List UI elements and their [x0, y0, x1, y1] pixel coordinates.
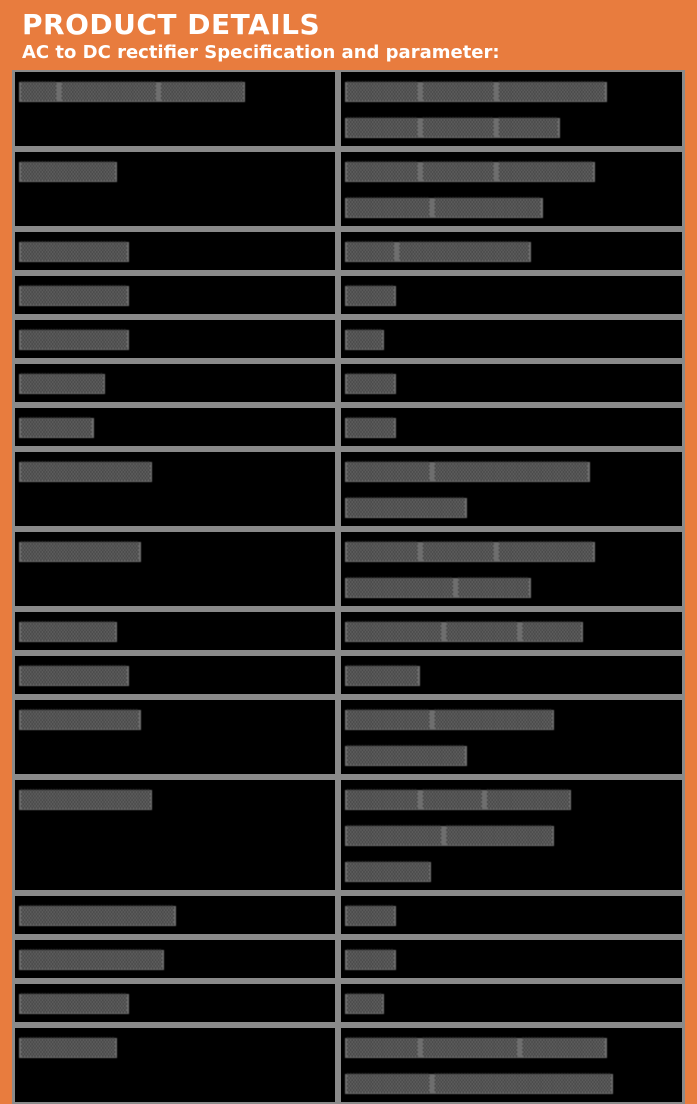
spec-value-cell	[341, 656, 682, 694]
table-row	[15, 408, 682, 446]
cell-text-line: ▒▒▒▒▒▒	[347, 666, 418, 686]
spec-label-cell	[15, 896, 335, 934]
cell-text-line: ▒▒▒▒▒▒ ▒▒▒▒▒▒ ▒▒▒▒▒▒▒▒	[347, 162, 593, 182]
cell-text-line: ▒▒▒▒▒▒▒▒▒	[21, 242, 127, 262]
table-row	[15, 780, 682, 890]
cell-text-line: ▒▒▒▒▒▒▒ ▒▒▒▒▒▒▒▒▒▒	[347, 710, 553, 730]
cell-text-line: ▒▒▒▒▒▒▒▒	[21, 162, 116, 182]
table-row	[15, 72, 682, 146]
page-header	[22, 8, 500, 64]
table-row	[15, 364, 682, 402]
cell-text-line: ▒▒▒▒	[347, 418, 395, 438]
spec-label-cell	[15, 232, 335, 270]
spec-label-cell	[15, 152, 335, 226]
table-row	[15, 656, 682, 694]
table-row	[15, 896, 682, 934]
cell-text-line: ▒▒▒▒▒▒▒▒▒▒	[21, 542, 139, 562]
spec-value-cell	[341, 780, 682, 890]
spec-value-cell	[341, 232, 682, 270]
spec-label-cell	[15, 320, 335, 358]
cell-text-line: ▒▒▒▒▒▒▒ ▒▒▒▒▒▒▒▒▒▒▒▒▒▒▒	[347, 1074, 612, 1094]
cell-text-line: ▒▒▒▒▒▒▒▒▒▒	[347, 498, 465, 518]
spec-label-cell	[15, 364, 335, 402]
spec-value-cell	[341, 408, 682, 446]
cell-text-line: ▒▒▒▒▒▒▒▒▒	[21, 330, 127, 350]
cell-text-line: ▒▒▒▒	[347, 286, 395, 306]
table-row	[15, 276, 682, 314]
cell-text-line: ▒▒▒▒▒▒▒▒▒▒	[21, 710, 139, 730]
spec-label-cell	[15, 532, 335, 606]
cell-text-line: ▒▒▒▒▒▒▒	[347, 862, 430, 882]
cell-text-line: ▒▒▒▒▒▒▒▒▒▒▒	[21, 462, 151, 482]
spec-value-cell	[341, 896, 682, 934]
spec-value-cell	[341, 532, 682, 606]
spec-label-cell	[15, 452, 335, 526]
table-row	[15, 320, 682, 358]
cell-text-line: ▒▒▒▒▒▒▒▒	[21, 1038, 116, 1058]
cell-text-line: ▒▒▒▒▒▒▒▒▒▒▒▒	[21, 950, 163, 970]
cell-text-line: ▒▒▒▒▒▒▒▒ ▒▒▒▒▒▒▒▒▒	[347, 826, 553, 846]
cell-text-line: ▒▒▒▒▒▒▒▒▒	[21, 286, 127, 306]
cell-text-line: ▒▒▒▒▒▒▒	[21, 374, 104, 394]
cell-text-line: ▒▒▒▒▒▒ ▒▒▒▒▒▒▒▒ ▒▒▒▒▒▒▒	[347, 1038, 605, 1058]
page-title: PRODUCT DETAILS	[22, 8, 321, 41]
cell-text-line: ▒▒▒▒▒▒ ▒▒▒▒▒ ▒▒▒▒▒▒▒	[347, 790, 570, 810]
spec-label-cell	[15, 612, 335, 650]
spec-value-cell	[341, 1028, 682, 1102]
spec-label-cell	[15, 1028, 335, 1102]
spec-value-cell	[341, 364, 682, 402]
cell-text-line: ▒▒▒▒▒▒ ▒▒▒▒▒▒ ▒▒▒▒▒▒▒▒	[347, 542, 593, 562]
spec-label-cell	[15, 276, 335, 314]
cell-text-line: ▒▒▒▒▒▒▒▒▒▒▒▒▒	[21, 906, 174, 926]
spec-value-cell	[341, 276, 682, 314]
cell-text-line: ▒▒▒▒▒▒	[21, 418, 92, 438]
cell-text-line: ▒▒▒▒▒▒▒▒▒	[21, 994, 127, 1014]
cell-text-line: ▒▒▒▒▒▒▒ ▒▒▒▒▒▒▒▒▒	[347, 198, 541, 218]
table-row	[15, 700, 682, 774]
table-row	[15, 152, 682, 226]
spec-label-cell	[15, 656, 335, 694]
spec-value-cell	[341, 452, 682, 526]
cell-text-line: ▒▒▒	[347, 994, 383, 1014]
table-row	[15, 612, 682, 650]
cell-text-line: ▒▒▒▒▒▒▒▒▒	[21, 666, 127, 686]
cell-text-line: ▒▒▒▒	[347, 950, 395, 970]
spec-value-cell	[341, 612, 682, 650]
spec-label-cell	[15, 984, 335, 1022]
spec-value-cell	[341, 984, 682, 1022]
table-row	[15, 232, 682, 270]
spec-value-cell	[341, 72, 682, 146]
cell-text-line: ▒▒▒▒▒▒ ▒▒▒▒▒▒ ▒▒▒▒▒	[347, 118, 558, 138]
spec-label-cell	[15, 700, 335, 774]
cell-text-line: ▒▒▒▒	[347, 374, 395, 394]
page-subtitle: AC to DC rectifier Specification and parameter:	[22, 42, 500, 63]
table-row	[15, 984, 682, 1022]
spec-label-cell	[15, 780, 335, 890]
spec-label-cell	[15, 408, 335, 446]
spec-value-cell	[341, 152, 682, 226]
cell-text-line: ▒▒▒▒▒▒▒ ▒▒▒▒▒▒▒▒▒▒▒▒▒	[347, 462, 588, 482]
specification-table	[12, 70, 685, 1104]
cell-text-line: ▒▒▒ ▒▒▒▒▒▒▒▒ ▒▒▒▒▒▒▒	[21, 82, 244, 102]
table-row	[15, 1028, 682, 1102]
table-row	[15, 940, 682, 978]
table-row	[15, 452, 682, 526]
cell-text-line: ▒▒▒▒▒▒▒▒ ▒▒▒▒▒▒ ▒▒▒▒▒	[347, 622, 582, 642]
spec-value-cell	[341, 700, 682, 774]
cell-text-line: ▒▒▒▒▒▒▒▒▒▒▒	[21, 790, 151, 810]
cell-text-line: ▒▒▒▒▒▒▒▒▒▒	[347, 746, 465, 766]
spec-value-cell	[341, 320, 682, 358]
cell-text-line: ▒▒▒▒	[347, 906, 395, 926]
cell-text-line: ▒▒▒▒ ▒▒▒▒▒▒▒▒▒▒▒	[347, 242, 529, 262]
cell-text-line: ▒▒▒▒▒▒ ▒▒▒▒▒▒ ▒▒▒▒▒▒▒▒▒	[347, 82, 605, 102]
spec-label-cell	[15, 72, 335, 146]
cell-text-line: ▒▒▒▒▒▒▒▒▒ ▒▒▒▒▒▒	[347, 578, 529, 598]
spec-value-cell	[341, 940, 682, 978]
cell-text-line: ▒▒▒▒▒▒▒▒	[21, 622, 116, 642]
table-row	[15, 532, 682, 606]
spec-label-cell	[15, 940, 335, 978]
cell-text-line: ▒▒▒	[347, 330, 383, 350]
